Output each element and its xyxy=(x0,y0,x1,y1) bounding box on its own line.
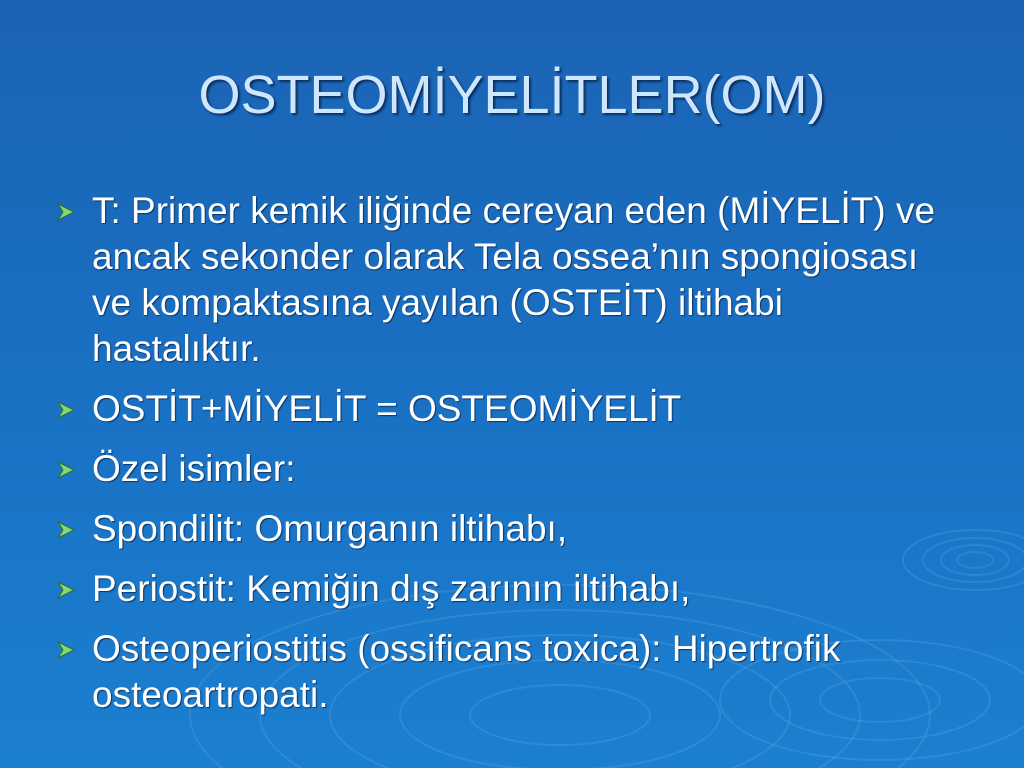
bullet-text: Periostit: Kemiğin dış zarının iltihabı, xyxy=(92,568,691,609)
arrowhead-bullet-icon xyxy=(56,580,76,600)
arrowhead-bullet-icon xyxy=(56,460,76,480)
bullet-list xyxy=(52,188,952,732)
bullet-item xyxy=(52,188,952,372)
bullet-text: T: Primer kemik iliğinde cereyan eden (MİYELİT) ve ancak sekonder olarak Tela ossea’nın spongiosası ve kompaktasına yayılan (OSTEİT) iltihabi hastalıktır. xyxy=(92,190,936,369)
bullet-text: Spondilit: Omurganın iltihabı, xyxy=(92,508,568,549)
bullet-item xyxy=(52,566,952,612)
bullet-item xyxy=(52,626,952,718)
bullet-item xyxy=(52,386,952,432)
bullet-text: Özel isimler: xyxy=(92,448,296,489)
arrowhead-bullet-icon xyxy=(56,520,76,540)
bullet-text: OSTİT+MİYELİT = OSTEOMİYELİT xyxy=(92,388,682,429)
slide-title: OSTEOMİYELİTLER(OM) xyxy=(198,65,826,125)
bullet-item xyxy=(52,506,952,552)
arrowhead-bullet-icon xyxy=(56,640,76,660)
arrowhead-bullet-icon xyxy=(56,202,76,222)
bullet-text: Osteoperiostitis (ossificans toxica): Hipertrofik osteoartropati. xyxy=(92,628,841,715)
arrowhead-bullet-icon xyxy=(56,400,76,420)
bullet-item xyxy=(52,446,952,492)
